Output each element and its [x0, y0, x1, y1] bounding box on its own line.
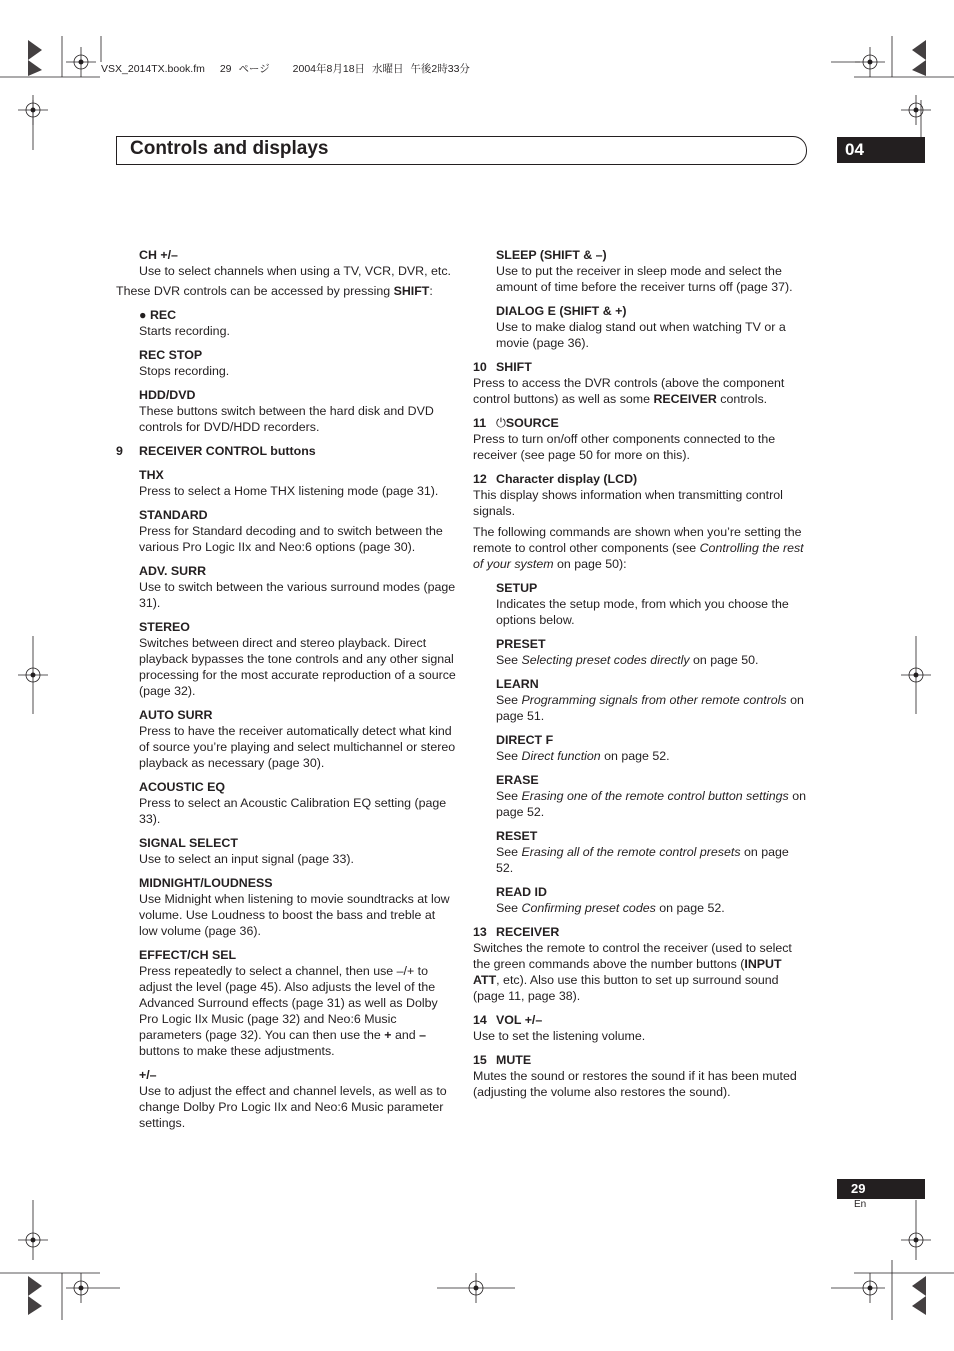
chapter-number: 04	[837, 137, 925, 163]
item-15-desc: Mutes the sound or restores the sound if it has been muted (adjusting the volume also restores the sound).	[473, 1069, 797, 1099]
hdd-heading: HDD/DVD	[139, 388, 196, 402]
erase-heading: ERASE	[496, 773, 539, 787]
file-date: 2004年8月18日	[292, 63, 366, 75]
acoustic-desc: Press to select an Acoustic Calibration EQ setting (page 33).	[139, 796, 447, 826]
page-number: 29	[837, 1179, 925, 1199]
plusminus-desc: Use to adjust the effect and channel levels, as well as to change Dolby Pro Logic IIx and Neo:6 Music parameter settings.	[139, 1084, 447, 1130]
reset-heading: RESET	[496, 829, 538, 843]
reset-desc: See Erasing all of the remote control presets on page 52.	[496, 845, 789, 875]
acoustic-heading: ACOUSTIC EQ	[139, 780, 226, 794]
record-bullet-icon: ●	[139, 308, 147, 322]
plusminus-heading: +/–	[139, 1068, 157, 1082]
setup-desc: Indicates the setup mode, from which you choose the options below.	[496, 597, 789, 627]
file-name: VSX_2014TX.book.fm	[101, 63, 205, 75]
page-title: Controls and displays	[130, 138, 329, 159]
signal-heading: SIGNAL SELECT	[139, 836, 238, 850]
dialog-desc: Use to make dialog stand out when watching TV or a movie (page 36).	[496, 320, 786, 350]
item-12-heading: 12 Character display (LCD)	[473, 472, 638, 486]
power-icon: ⏻	[496, 415, 506, 430]
erase-desc: See Erasing one of the remote control button settings on page 52.	[496, 789, 806, 819]
following-commands: The following commands are shown when you’re setting the remote to control other components (see Controlling the rest of your system on page 50):	[473, 525, 804, 571]
stereo-desc: Switches between direct and stereo playback. Direct playback bypasses the tone controls and any other signal processing for the most accurate reproduction of a source (page 32).	[139, 636, 456, 698]
learn-desc: See Programming signals from other remote controls on page 51.	[496, 693, 804, 723]
sleep-desc: Use to put the receiver in sleep mode and select the amount of time before the receiver turns off (page 37).	[496, 264, 793, 294]
file-page: 29	[219, 63, 232, 75]
stereo-heading: STEREO	[139, 620, 190, 634]
item-10-desc: Press to access the DVR controls (above the component control buttons) as well as some RECEIVER controls.	[473, 376, 785, 406]
right-column	[473, 247, 808, 1108]
item-10-heading: 10 SHIFT	[473, 360, 532, 374]
signal-desc: Use to select an input signal (page 33).	[139, 852, 354, 866]
ch-desc: Use to select channels when using a TV, VCR, DVR, etc.	[139, 264, 451, 278]
effect-heading: EFFECT/CH SEL	[139, 948, 237, 962]
thx-heading: THX	[139, 468, 164, 482]
item-14-heading: 14 VOL +/–	[473, 1013, 543, 1027]
recstop-desc: Stops recording.	[139, 364, 230, 378]
directf-desc: See Direct function on page 52.	[496, 749, 670, 763]
item-14-desc: Use to set the listening volume.	[473, 1029, 646, 1043]
item-11-heading: 11 ⏻SOURCE	[473, 415, 559, 430]
file-day: 水曜日	[371, 63, 404, 75]
left-column	[116, 247, 456, 1139]
file-page-label: ページ	[238, 63, 270, 75]
item-15-heading: 15 MUTE	[473, 1053, 532, 1067]
autosurr-desc: Press to have the receiver automatically detect what kind of source you’re playing and select multichannel or stereo playback as necessary (page 30).	[139, 724, 456, 770]
learn-heading: LEARN	[496, 677, 539, 691]
standard-heading: STANDARD	[139, 508, 208, 522]
item-9-heading: 9 RECEIVER CONTROL buttons	[116, 444, 316, 458]
effect-desc: Press repeatedly to select a channel, then use –/+ to adjust the level (page 45). Also adjusts the level of the Advanced Surround effects (page 31) as well as Dolby Pro Logic IIx Music (page 32) and Neo:6 Music parameters (page 32). You can then use the + and – buttons to make these adjustments.	[139, 964, 438, 1058]
file-time: 午後2時33分	[410, 63, 470, 75]
preset-desc: See Selecting preset codes directly on page 50.	[496, 653, 759, 667]
advsurr-heading: ADV. SURR	[139, 564, 207, 578]
file-info	[101, 61, 482, 76]
ch-heading: CH +/–	[139, 248, 178, 262]
rec-desc: Starts recording.	[139, 324, 230, 338]
preset-heading: PRESET	[496, 637, 546, 651]
thx-desc: Press to select a Home THX listening mode (page 31).	[139, 484, 439, 498]
advsurr-desc: Use to switch between the various surround modes (page 31).	[139, 580, 456, 610]
setup-heading: SETUP	[496, 581, 538, 595]
directf-heading: DIRECT F	[496, 733, 554, 747]
rec-heading: ● REC	[139, 308, 177, 322]
autosurr-heading: AUTO SURR	[139, 708, 213, 722]
item-11-desc: Press to turn on/off other components connected to the receiver (see page 50 for more on this).	[473, 432, 776, 462]
item-13-heading: 13 RECEIVER	[473, 925, 560, 939]
readid-desc: See Confirming preset codes on page 52.	[496, 901, 725, 915]
dvr-intro: These DVR controls can be accessed by pressing SHIFT:	[116, 284, 433, 298]
midnight-heading: MIDNIGHT/LOUDNESS	[139, 876, 273, 890]
sleep-heading: SLEEP (SHIFT & –)	[496, 248, 607, 262]
midnight-desc: Use Midnight when listening to movie soundtracks at low volume. Use Loudness to boost the bass and treble at low volume (page 36).	[139, 892, 450, 938]
item-12-desc: This display shows information when transmitting control signals.	[473, 488, 783, 518]
readid-heading: READ ID	[496, 885, 547, 899]
recstop-heading: REC STOP	[139, 348, 203, 362]
page-language: En	[854, 1199, 867, 1210]
dialog-heading: DIALOG E (SHIFT & +)	[496, 304, 627, 318]
item-13-desc: Switches the remote to control the receiver (used to select the green commands above the number buttons (INPUT ATT, etc). Also use this button to set up surround sound (page 11, page 38).	[473, 941, 792, 1003]
standard-desc: Press for Standard decoding and to switch between the various Pro Logic IIx and Neo:6 options (page 30).	[139, 524, 443, 554]
hdd-desc: These buttons switch between the hard disk and DVD controls for DVD/HDD recorders.	[139, 404, 434, 434]
